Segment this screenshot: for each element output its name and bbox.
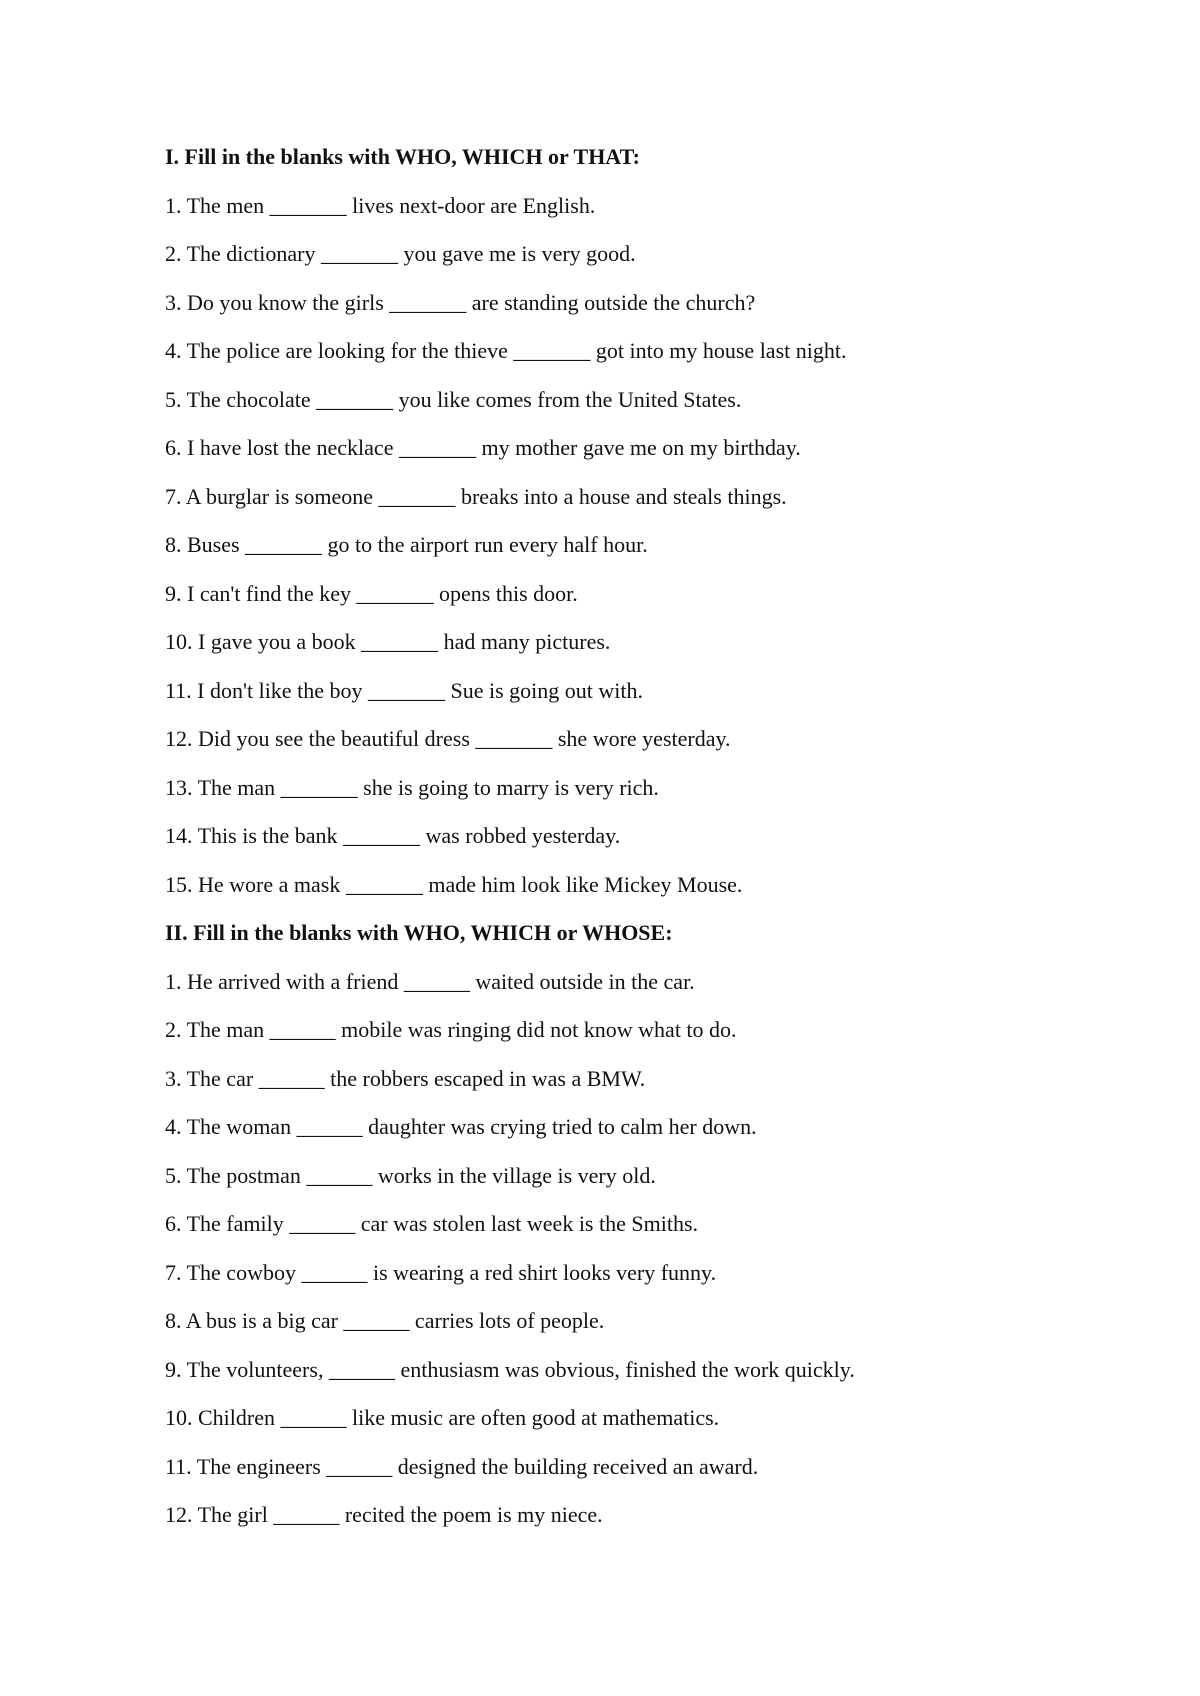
section-2-item-2: 2. The man ______ mobile was ringing did not know what to do.	[165, 1017, 737, 1042]
section-2-item-7: 7. The cowboy ______ is wearing a red shirt looks very funny.	[165, 1259, 717, 1285]
section-1-item-13: 13. The man _______ she is going to marry is very rich.	[165, 774, 659, 800]
section-1-item-9: 9. I can't find the key _______ opens this door.	[165, 580, 578, 606]
section-1-item-1: 1. The men _______ lives next-door are English.	[165, 192, 596, 218]
section-2-heading: II. Fill in the blanks with WHO, WHICH or WHOSE:	[165, 920, 673, 945]
section-1-item-15: 15. He wore a mask _______ made him look like Mickey Mouse.	[165, 871, 743, 897]
section-2-item-1: 1. He arrived with a friend ______ waited outside in the car.	[165, 968, 695, 994]
section-1-item-7: 7. A burglar is someone _______ breaks into a house and steals things.	[165, 483, 787, 509]
section-1-item-3: 3. Do you know the girls _______ are standing outside the church?	[165, 289, 756, 315]
section-2-item-4: 4. The woman ______ daughter was crying tried to calm her down.	[165, 1114, 757, 1139]
section-1-item-8: 8. Buses _______ go to the airport run every half hour.	[165, 532, 648, 557]
section-1-item-2: 2. The dictionary _______ you gave me is very good.	[165, 241, 636, 266]
section-2-item-6: 6. The family ______ car was stolen last week is the Smiths.	[165, 1211, 699, 1236]
section-2-item-9: 9. The volunteers, ______ enthusiasm was obvious, finished the work quickly.	[165, 1356, 855, 1382]
section-1-item-4: 4. The police are looking for the thieve _______ got into my house last night.	[165, 338, 847, 363]
section-2-item-3: 3. The car ______ the robbers escaped in was a BMW.	[165, 1065, 646, 1091]
section-1-item-14: 14. This is the bank _______ was robbed yesterday.	[165, 823, 621, 848]
section-2-item-8: 8. A bus is a big car ______ carries lots of people.	[165, 1308, 605, 1333]
section-2-item-12: 12. The girl ______ recited the poem is my niece.	[165, 1502, 603, 1527]
section-1-heading: I. Fill in the blanks with WHO, WHICH or THAT:	[165, 144, 640, 169]
worksheet-content	[165, 145, 1105, 1552]
section-2-item-5: 5. The postman ______ works in the village is very old.	[165, 1162, 656, 1188]
section-1-item-6: 6. I have lost the necklace _______ my mother gave me on my birthday.	[165, 435, 801, 460]
section-2-item-11: 11. The engineers ______ designed the building received an award.	[165, 1453, 759, 1479]
section-1-item-12: 12. Did you see the beautiful dress _______ she wore yesterday.	[165, 726, 731, 751]
section-1-item-11: 11. I don't like the boy _______ Sue is going out with.	[165, 677, 643, 703]
section-2-item-10: 10. Children ______ like music are often good at mathematics.	[165, 1405, 720, 1430]
section-1-item-5: 5. The chocolate _______ you like comes from the United States.	[165, 386, 742, 412]
section-1-item-10: 10. I gave you a book _______ had many pictures.	[165, 629, 611, 654]
